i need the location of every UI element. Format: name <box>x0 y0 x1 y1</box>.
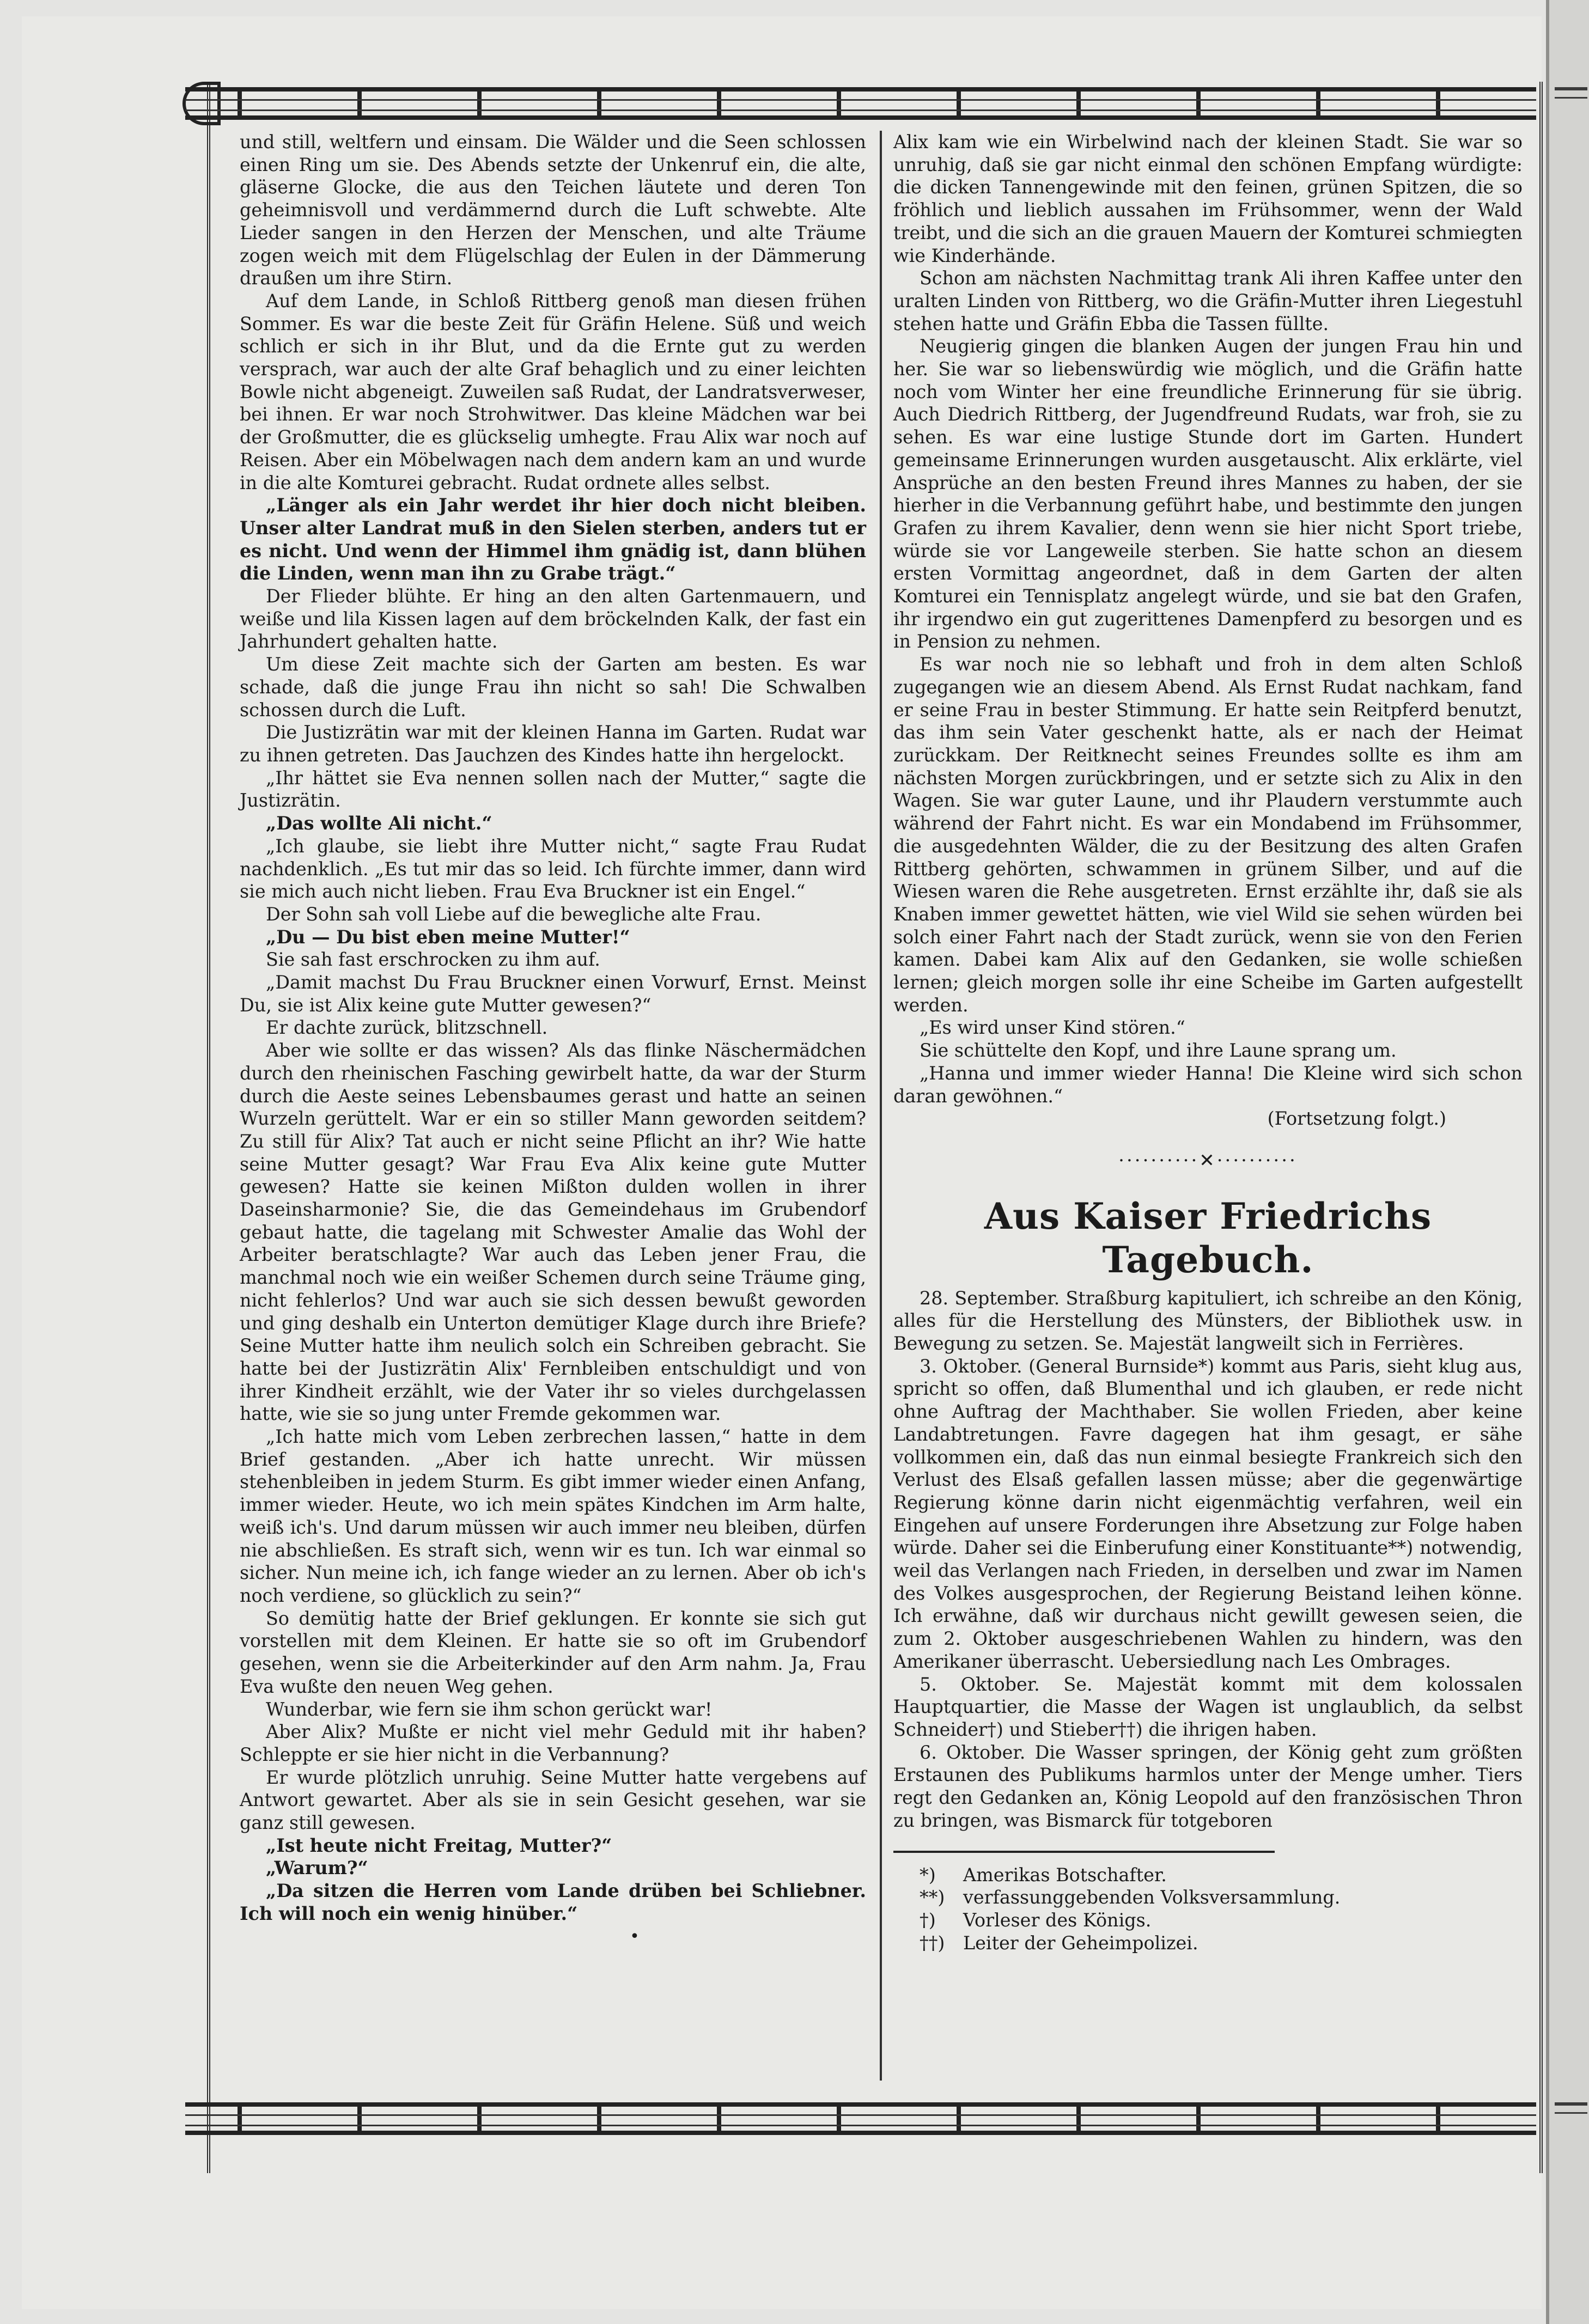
diary-entry: 5. Oktober. Se. Majestät kommt mit dem kolossalen Hauptquartier, die Masse der Wagen ist unglaublich, da selbst Schneider†) und Stieber††) die ihrigen haben. <box>893 1673 1523 1740</box>
footnote-mark: *) <box>920 1864 936 1886</box>
paragraph: „Länger als ein Jahr werdet ihr hier doch nicht bleiben. Unser alter Landrat muß in den Sielen sterben, anders tut er es nicht. Und wenn der Himmel ihm gnädig ist, dann blühen die Linden, wenn man ihn zu Grabe trägt.“ <box>240 495 866 584</box>
paragraph: „Ist heute nicht Freitag, Mutter?“ <box>266 1834 612 1856</box>
section-divider: ··········✕·········· <box>1118 1149 1298 1172</box>
paragraph: „Ihr hättet sie Eva nennen sollen nach der Mutter,“ sagte die Justizrätin. <box>240 767 866 812</box>
diary-entry: 6. Oktober. Die Wasser springen, der König geht zum größten Erstaunen des Publikums harmlos unter der Menge umher. Tiers regt den Gedanken an, König Leopold auf den französischen Thron zu bringen, was Bismarck für totgeboren <box>893 1741 1523 1831</box>
paragraph: Er wurde plötzlich unruhig. Seine Mutter hatte vergebens auf Antwort gewartet. Aber als sie in sein Gesicht gesehen, war sie ganz still gewesen. <box>240 1766 866 1834</box>
footnote <box>893 1909 1523 1932</box>
diary-entry: 3. Oktober. (General Burnside*) kommt aus Paris, sieht klug aus, spricht so offen, daß Blumenthal und ich glauben, er rede nicht ohne Auftrag der Machthaber. Sie wollen Frieden, aber keine Landabtretungen. Favre dagegen hat ihm gesagt, er sähe vollkommen ein, daß das nun einmal besiegte Frankreich sich den Verlust des Elsaß gefallen lassen müsse; aber die gegenwärtige Regierung könne darin nicht eigenmächtig verfahren, weil ein Eingehen auf unsere Forderungen ihre Absetzung zur Folge haben würde. Daher sei die Einberufung einer Konstituante**) notwendig, weil das Verlangen nach Frieden, in derselben und zwar im Namen des Volkes ausgesprochen, der Regierung Beistand leihen könne. Ich erwähne, daß wir durchaus nicht gewillt gewesen seien, die zum 2. Oktober ausgeschriebenen Wahlen zu hindern, was den Amerikaner überrascht. Uebersiedlung nach Les Ombrages. <box>893 1355 1523 1672</box>
footnote-mark: **) <box>920 1887 945 1908</box>
paragraph: Wunderbar, wie fern sie ihm schon gerückt war! <box>266 1698 713 1720</box>
adjacent-page-edge <box>1546 0 1589 2324</box>
paragraph: Um diese Zeit machte sich der Garten am besten. Es war schade, daß die junge Frau ihn nicht so sah! Die Schwalben schossen durch die Luft. <box>240 654 866 721</box>
paragraph: Auf dem Lande, in Schloß Rittberg genoß man diesen frühen Sommer. Es war die beste Zeit für Gräfin Helene. Süß und weich schlich er sich in ihr Blut, und da die Ernte gut zu werden versprach, war auch der alte Graf behaglich und zu einer leichten Bowle nicht abgeneigt. Zuweilen saß Rudat, der Landratsverweser, bei ihnen. Er war noch Strohwitwer. Das kleine Mädchen war bei der Großmutter, die es glückselig umhegte. Frau Alix war noch auf Reisen. Aber ein Möbelwagen nach dem andern kam an und wurde in die alte Komturei gebracht. Rudat ordnete alles selbst. <box>240 290 866 493</box>
paragraph: „Da sitzen die Herren vom Lande drüben bei Schliebner. Ich will noch ein wenig hinüber.“ <box>240 1880 866 1924</box>
left-column <box>240 131 866 1948</box>
paragraph: „Warum?“ <box>266 1857 368 1879</box>
paragraph: Es war noch nie so lebhaft und froh in dem alten Schloß zugegangen wie an diesem Abend. Als Ernst Rudat nachkam, fand er seine Frau in bester Stimmung. Er hatte sein Reitpferd benutzt, das ihm sein Vater geschenkt hatte, als er nach der Heimat zurückkam. Der Reitknecht seines Freundes sollte es ihm am nächsten Morgen zurückbringen, und er setzte sich zu Alix in den Wagen. Sie war guter Laune, und ihr Plaudern verstummte auch während der Fahrt nicht. Es war ein Mondabend im Frühsommer, die ausgedehnten Wälder, die zu der Besitzung des alten Grafen Rittberg gehörten, schwammen in grünem Silber, und auf die Wiesen waren die Rehe ausgetreten. Ernst erzählte ihr, daß sie als Knaben immer gewettet hätten, wie viel Wild sie sehen würden bei solch einer Fahrt nach der Stadt zurück, wenn sie von den Ferien kamen. Dabei kam Alix auf den Gedanken, sie wolle schießen lernen; gleich morgen solle ihr eine Scheibe im Garten aufgestellt werden. <box>893 654 1523 1016</box>
paragraph: „Damit machst Du Frau Bruckner einen Vorwurf, Ernst. Meinst Du, sie ist Alix keine gute Mutter gewesen?“ <box>240 972 866 1016</box>
paragraph: und still, weltfern und einsam. Die Wälder und die Seen schlossen einen Ring um sie. Des Abends setzte der Unkenruf ein, die alte, gläserne Glocke, die aus den Teichen läutete und deren Ton geheimnisvoll und verdämmernd durch die Luft schwebte. Alte Lieder sangen in den Herzen der Menschen, und alte Träume zogen weich mit dem Flügelschlag der Eulen in der Dämmerung draußen um ihre Stirn. <box>240 131 866 289</box>
paragraph: Der Sohn sah voll Liebe auf die bewegliche alte Frau. <box>266 903 762 925</box>
paragraph: Sie sah fast erschrocken zu ihm auf. <box>266 949 600 971</box>
footnote-text: Vorleser des Königs. <box>963 1909 1152 1931</box>
paragraph: „Ich hatte mich vom Leben zerbrechen lassen,“ hatte in dem Brief gestanden. „Aber ich hatte unrecht. Wir müssen stehenbleiben in jedem Sturm. Es gibt immer wieder einen Anfang, immer wieder. Heute, wo ich mein spätes Kindchen im Arm halte, weiß ich's. Und darum müssen wir auch immer neu bleiben, dürfen nie abschließen. Es straft sich, wenn wir es tun. Ich war einmal so sicher. Nun meine ich, ich fange wieder an zu lernen. Aber ob ich's noch verdiene, so glücklich zu sein?“ <box>240 1426 866 1606</box>
paragraph: „Ich glaube, sie liebt ihre Mutter nicht,“ sagte Frau Rudat nachdenklich. „Es tut mir das so leid. Ich fürchte immer, dann wird sie mich auch nicht lieben. Frau Eva Bruckner ist ein Engel.“ <box>240 835 866 902</box>
footnote <box>893 1932 1523 1955</box>
footnote <box>893 1864 1523 1887</box>
paragraph: „Du — Du bist eben meine Mutter!“ <box>266 926 630 948</box>
top-ornament-border <box>185 87 1536 120</box>
paragraph: Der Flieder blühte. Er hing an den alten Gartenmauern, und weiße und lila Kissen lagen auf dem bröckelnden Kalk, der fast ein Jahrhundert gehalten hatte. <box>240 585 866 652</box>
end-mark: • <box>630 1926 640 1946</box>
paragraph: Schon am nächsten Nachmittag trank Ali ihren Kaffee unter den uralten Linden von Rittberg, wo die Gräfin-Mutter ihren Liegestuhl stehen hatte und Gräfin Ebba die Tassen füllte. <box>893 267 1523 334</box>
paragraph: Aber wie sollte er das wissen? Als das flinke Näschermädchen durch den rheinischen Fasching gewirbelt hatte, da war der Sturm durch die Aeste seines Lebensbaumes gerast und hatte an seinen Wurzeln gerüttelt. War er ein so stiller Mann geworden seitdem? Zu still für Alix? Tat auch er nicht seine Pflicht an ihr? Wie hatte seine Mutter gesagt? War Frau Eva Alix keine gute Mutter gewesen? Hatte sie keinen Mißton dulden wollen in ihrer Daseinsharmonie? Sie, die das Gemeindehaus im Grubendorf gebaut hatte, die tagelang mit Schwester Amalie das Wohl der Arbeiter beratschlagte? War auch das Leben jener Frau, die manchmal noch wie ein weißer Schemen durch seine Träume ging, nicht fehlerlos? Und war auch sie sich dessen bewußt geworden und ging deshalb ein Unterton demütiger Klage durch ihre Briefe? Seine Mutter hatte ihm neulich solch ein Schreiben gebracht. Sie hatte bei der Justizrätin Alix' Fernbleiben entschuldigt und von ihrer Kindheit erzählt, wie der Vater ihr so vieles durchgelassen hatte, wie sie so jung unter Fremde gekommen war. <box>240 1040 866 1425</box>
footnote-text: verfassunggebenden Volksversammlung. <box>963 1887 1341 1908</box>
adjacent-page-ornament <box>1555 87 1587 99</box>
footnote-mark: ††) <box>920 1932 945 1954</box>
paragraph: Alix kam wie ein Wirbelwind nach der kleinen Stadt. Sie war so unruhig, daß sie gar nicht einmal den schönen Empfang würdigte: die dicken Tannengewinde mit den feinen, grünen Spitzen, die so fröhlich und lieblich aussahen im Frühsommer, wenn der Wald treibt, und die sich an die grauen Mauern der Komturei schmiegten wie Kinderhände. <box>893 131 1523 266</box>
bottom-ornament-border <box>185 2102 1536 2135</box>
paragraph: Aber Alix? Mußte er nicht viel mehr Geduld mit ihr haben? Schleppte er sie hier nicht in die Verbannung? <box>240 1721 866 1765</box>
paragraph: Die Justizrätin war mit der kleinen Hanna im Garten. Rudat war zu ihnen getreten. Das Jauchzen des Kindes hatte ihn hergelockt. <box>240 722 866 766</box>
paragraph: So demütig hatte der Brief geklungen. Er konnte sie sich gut vorstellen mit dem Kleinen. Er hatte sie so oft im Grubendorf gesehen, wenn sie die Arbeiterkinder auf den Arm nahm. Ja, Frau Eva wußte den neuen Weg gehen. <box>240 1607 866 1697</box>
paragraph: „Das wollte Ali nicht.“ <box>266 813 492 834</box>
adjacent-page-ornament <box>1555 2102 1587 2114</box>
paragraph: Neugierig gingen die blanken Augen der jungen Frau hin und her. Sie war so liebenswürdig wie möglich, und die Gräfin hatte noch vom Winter her eine freundliche Erinnerung für sie übrig. Auch Diedrich Rittberg, der Jugendfreund Rudats, war froh, sie zu sehen. Es war eine lustige Stunde dort im Garten. Hundert gemeinsame Erinnerungen wurden ausgetauscht. Alix erklärte, viel Ansprüche an den besten Freund ihres Mannes zu haben, der sie hierher in die Verbannung geführt habe, und bestimmte den jungen Grafen zu ihrem Kavalier, denn wenn sie hier nicht Sport triebe, würde sie vor Langeweile sterben. Sie hatte schon an diesem ersten Vormittag angeordnet, daß in dem Garten der alten Komturei ein Tennisplatz angelegt würde, und sie bat den Grafen, ihr irgendwo ein gut zugerittenes Damenpferd zu besorgen und es in Pension zu nehmen. <box>893 336 1523 652</box>
footnote-text: Amerikas Botschafter. <box>963 1864 1167 1886</box>
diary-entry: 28. September. Straßburg kapituliert, ich schreibe an den König, alles für die Herstellung des Münsters, der Bibliothek usw. in Bewegung zu setzen. Se. Majestät langweilt sich in Ferrières. <box>893 1287 1523 1355</box>
right-column <box>893 131 1523 1954</box>
footnote-rule <box>893 1851 1275 1853</box>
footnote-text: Leiter der Geheimpolizei. <box>963 1932 1198 1954</box>
paragraph: Sie schüttelte den Kopf, und ihre Laune sprang um. <box>920 1040 1397 1062</box>
section-heading: Aus Kaiser Friedrichs Tagebuch. <box>984 1194 1432 1281</box>
paragraph: „Hanna und immer wieder Hanna! Die Kleine wird sich schon daran gewöhnen.“ <box>893 1062 1523 1107</box>
column-rule <box>880 131 882 2081</box>
footnote <box>893 1886 1523 1909</box>
footnote-mark: †) <box>920 1909 936 1931</box>
paragraph: „Es wird unser Kind stören.“ <box>920 1017 1185 1039</box>
paragraph: Er dachte zurück, blitzschnell. <box>266 1017 548 1039</box>
continuation-note: (Fortsetzung folgt.) <box>1267 1108 1446 1130</box>
